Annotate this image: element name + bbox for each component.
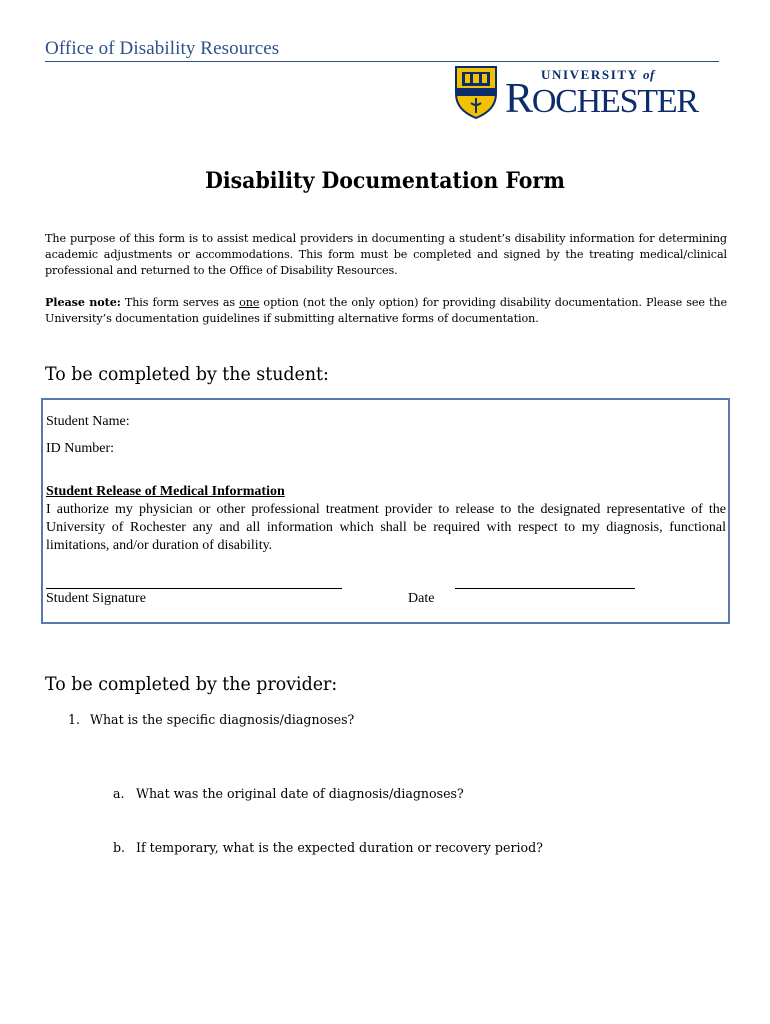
university-logo bbox=[453, 64, 698, 122]
student-info-box bbox=[41, 398, 730, 624]
release-body: I authorize my physician or other professional treatment provider to release to the designated representative of the University of Rochester any and all information which shall be required with respect to my diagnosis, functional limitations, and/or duration of disability. bbox=[46, 502, 726, 553]
note-paragraph: Please note: This form serves as one option (not the only option) for providing disability documentation. Please see the University’s documentation guidelines if submitting alternative forms of documentation. bbox=[45, 295, 727, 326]
logo-rochester-word: ROCHESTER bbox=[505, 76, 698, 122]
release-heading: Student Release of Medical Information bbox=[46, 484, 285, 499]
form-title: Disability Documentation Form bbox=[205, 168, 565, 194]
question-1: 1. What is the specific diagnosis/diagnoses? bbox=[68, 712, 355, 727]
logo-university-word: UNIVERSITY of bbox=[541, 67, 655, 82]
student-section-heading: To be completed by the student: bbox=[45, 364, 329, 385]
note-emphasis: one bbox=[239, 296, 260, 309]
date-label: Date bbox=[408, 591, 435, 606]
signature-line[interactable] bbox=[46, 588, 342, 589]
note-label: Please note: bbox=[45, 295, 121, 309]
student-name-field[interactable]: Student Name: bbox=[46, 414, 130, 429]
question-1a: a. What was the original date of diagnosis/diagnoses? bbox=[113, 786, 464, 801]
date-line[interactable] bbox=[455, 588, 635, 589]
signature-label: Student Signature bbox=[46, 591, 146, 606]
provider-section-heading: To be completed by the provider: bbox=[45, 674, 338, 695]
question-1b: b. If temporary, what is the expected duration or recovery period? bbox=[113, 840, 543, 855]
university-seal-icon bbox=[453, 64, 499, 120]
id-number-field[interactable]: ID Number: bbox=[46, 441, 115, 456]
intro-paragraph: The purpose of this form is to assist medical providers in documenting a student’s disability information for determining academic adjustments or accommodations. This form must be completed and signed by the treating medical/clinical professional and returned to the Office of Disability Resources. bbox=[45, 232, 727, 278]
header-rule bbox=[45, 61, 719, 62]
office-header: Office of Disability Resources bbox=[45, 38, 280, 59]
